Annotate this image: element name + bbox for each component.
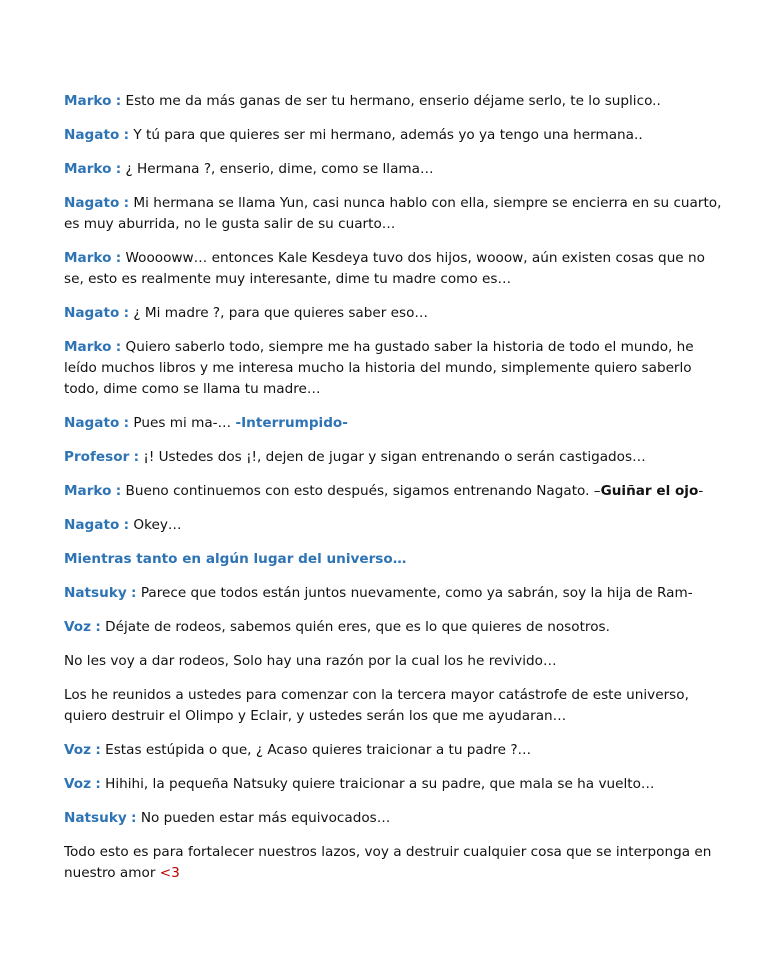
speaker-separator: : — [131, 585, 137, 601]
speaker-separator: : — [131, 810, 137, 826]
stage-direction: Guiñar el ojo — [600, 483, 699, 499]
speaker-name: Nagato — [64, 305, 120, 321]
dialogue-text: Esto me da más ganas de ser tu hermano, enserio déjame serlo, te lo suplico.. — [125, 93, 661, 109]
dialogue-line — [64, 617, 724, 638]
speaker-separator: : — [123, 305, 130, 321]
speaker-name: Voz — [64, 619, 92, 635]
narration-paragraph: No les voy a dar rodeos, Solo hay una razón por la cual los he revivido… — [64, 653, 557, 669]
speaker-name: Natsuky — [64, 585, 127, 601]
dialogue-text: Mi hermana se llama Yun, casi nunca hablo con ella, siempre se encierra en su cuarto, es muy aburrida, no le gusta salir de su cuarto… — [64, 195, 722, 232]
dialogue-line — [64, 303, 724, 324]
dialogue-text: Pues mi ma-… — [133, 415, 236, 431]
dialogue-text: ¡! Ustedes dos ¡!, dejen de jugar y sigan entrenando o serán castigados… — [143, 449, 646, 465]
speaker-separator: : — [95, 776, 101, 792]
dialogue-text: ¿ Hermana ?, enserio, dime, como se llama… — [125, 161, 434, 177]
dialogue-line — [64, 91, 724, 112]
speaker-separator: : — [115, 93, 122, 109]
dialogue-line — [64, 337, 724, 400]
dialogue-line — [64, 248, 724, 290]
dialogue-text: Hihihi, la pequeña Natsuky quiere traicionar a su padre, que mala se ha vuelto… — [105, 776, 655, 792]
dialogue-line — [64, 515, 724, 536]
dialogue-line — [64, 740, 724, 761]
speaker-separator: : — [123, 195, 130, 211]
scene-transition: Mientras tanto en algún lugar del universo… — [64, 551, 407, 567]
dialogue-text: Quiero saberlo todo, siempre me ha gustado saber la historia de todo el mundo, he leído muchos libros y me interesa mucho la historia del mundo, simplemente quiero saberlo todo, dime como se llama tu madre… — [64, 339, 694, 397]
speaker-separator: : — [115, 250, 122, 266]
dialogue-text: No pueden estar más equivocados… — [140, 810, 391, 826]
speaker-separator: : — [95, 619, 101, 635]
dialogue-line — [64, 159, 724, 180]
speaker-name: Marko — [64, 483, 112, 499]
speaker-name: Voz — [64, 776, 92, 792]
dialogue-line — [64, 447, 724, 468]
speaker-separator: : — [123, 127, 130, 143]
dialogue-text: Y tú para que quieres ser mi hermano, además yo ya tengo una hermana.. — [133, 127, 643, 143]
speaker-name: Marko — [64, 161, 112, 177]
dialogue-line — [64, 413, 724, 434]
dialogue-text: Wooooww… entonces Kale Kesdeya tuvo dos hijos, wooow, aún existen cosas que no se, esto es realmente muy interesante, dime tu madre como es… — [64, 250, 705, 287]
narration-paragraph — [64, 842, 724, 884]
dialogue-line — [64, 808, 724, 829]
narration-paragraph: Los he reunidos a ustedes para comenzar con la tercera mayor catástrofe de este universo, quiero destruir el Olimpo y Eclair, y ustedes serán los que me ayudaran… — [64, 687, 689, 724]
speaker-name: Marko — [64, 93, 112, 109]
speaker-separator: : — [123, 517, 130, 533]
heart-emoticon: <3 — [159, 865, 180, 881]
narration-text: Todo esto es para fortalecer nuestros lazos, voy a destruir cualquier cosa que se interponga en nuestro amor — [64, 844, 712, 881]
dialogue-line — [64, 774, 724, 795]
dialogue-line — [64, 583, 724, 604]
speaker-separator: : — [115, 483, 122, 499]
speaker-separator: : — [115, 339, 122, 355]
speaker-name: Nagato — [64, 415, 120, 431]
speaker-name: Nagato — [64, 195, 120, 211]
dialogue-line — [64, 125, 724, 146]
speaker-name: Nagato — [64, 127, 120, 143]
speaker-name: Voz — [64, 742, 92, 758]
speaker-separator: : — [123, 415, 130, 431]
speaker-name: Nagato — [64, 517, 120, 533]
stage-direction-end: - — [698, 483, 704, 499]
speaker-name: Natsuky — [64, 810, 127, 826]
document-page — [64, 91, 724, 897]
dialogue-line — [64, 481, 724, 502]
dialogue-text: Okey… — [133, 517, 182, 533]
dialogue-text: Estas estúpida o que, ¿ Acaso quieres traicionar a tu padre ?… — [105, 742, 532, 758]
dialogue-line — [64, 193, 724, 235]
speaker-separator: : — [95, 742, 101, 758]
dialogue-text: ¿ Mi madre ?, para que quieres saber eso… — [133, 305, 429, 321]
speaker-name: Marko — [64, 250, 112, 266]
speaker-separator: : — [133, 449, 140, 465]
dialogue-text: Déjate de rodeos, sabemos quién eres, que es lo que quieres de nosotros. — [105, 619, 610, 635]
dialogue-text: Parece que todos están juntos nuevamente, como ya sabrán, soy la hija de Ram- — [140, 585, 693, 601]
stage-direction: -Interrumpido- — [235, 415, 348, 431]
speaker-name: Marko — [64, 339, 112, 355]
speaker-separator: : — [115, 161, 122, 177]
speaker-name: Profesor — [64, 449, 130, 465]
dialogue-text: Bueno continuemos con esto después, sigamos entrenando Nagato. – — [125, 483, 601, 499]
